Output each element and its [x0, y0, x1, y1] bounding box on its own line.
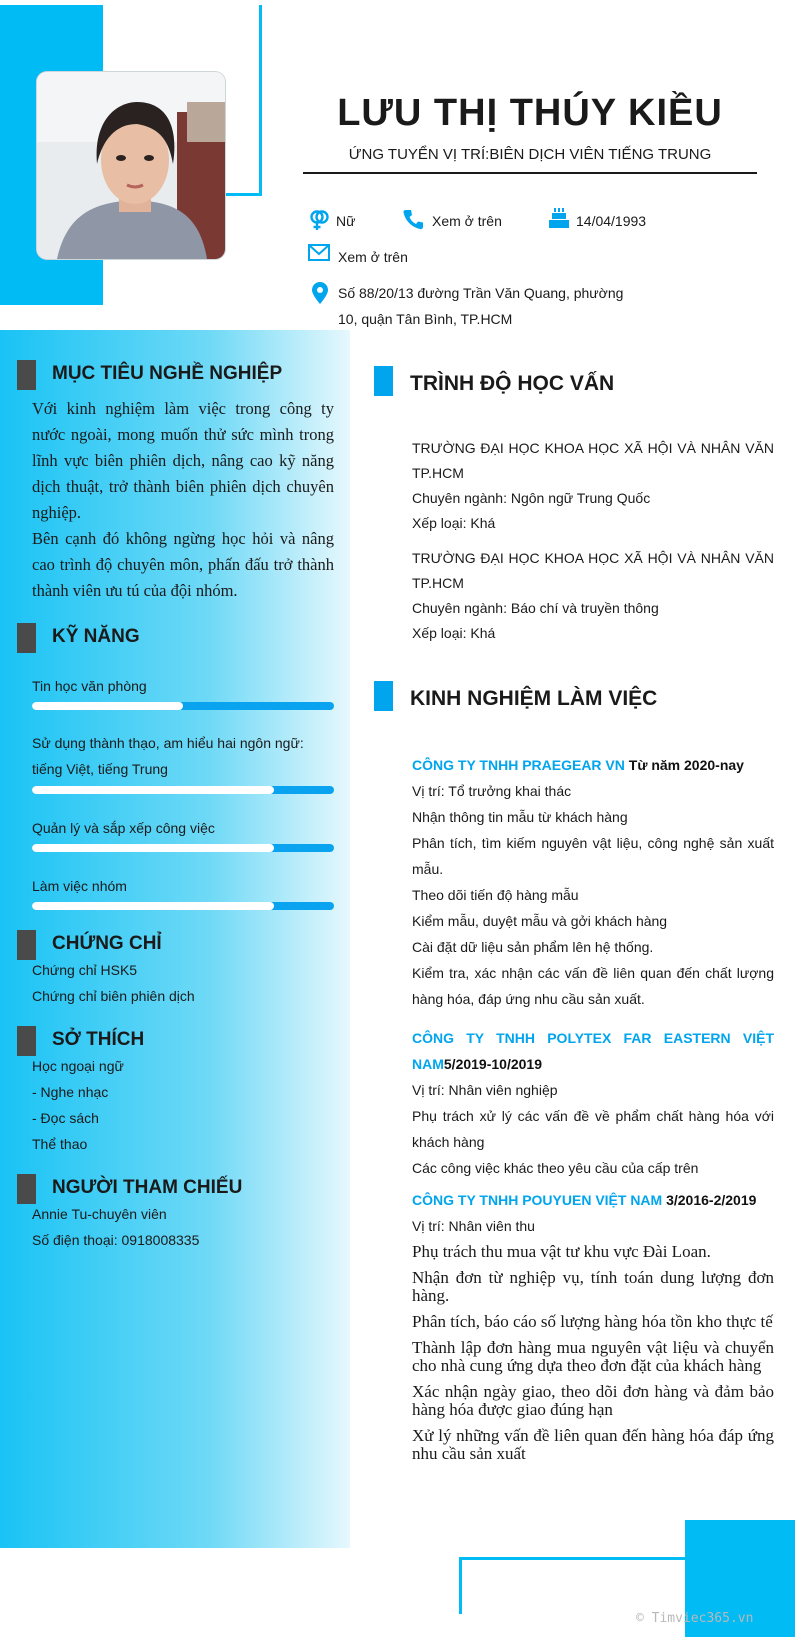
section-marker: [17, 623, 36, 653]
company-name: CÔNG TY TNHH PRAEGEAR VN: [412, 757, 625, 773]
section-marker: [374, 366, 393, 396]
skill-level-bar: [32, 786, 334, 794]
job-duty: Nhận đơn từ nghiệp vụ, tính toán dung lượng đơn hàng.: [412, 1268, 774, 1305]
hobby-item: - Nghe nhạc: [32, 1084, 109, 1100]
job-duty: Phân tích, báo cáo số lượng hàng hóa tồn kho thực tế: [412, 1312, 773, 1331]
section-marker: [17, 1026, 36, 1056]
major: Chuyên ngành: Báo chí và truyền thông: [412, 600, 659, 616]
decor-frame-line: [459, 1557, 462, 1614]
decor-frame-line: [259, 5, 262, 196]
school-name: TRƯỜNG ĐẠI HỌC KHOA HỌC XÃ HỘI VÀ NHÂN VĂN TP.HCM: [412, 550, 774, 591]
certificate-item: Chứng chỉ HSK5: [32, 962, 138, 978]
section-title-education: TRÌNH ĐỘ HỌC VẤN: [410, 372, 615, 395]
skill-label: Làm việc nhóm: [32, 878, 127, 894]
education-entry: [412, 436, 774, 536]
job-entry: [412, 1187, 774, 1471]
job-duty: Xác nhận ngày giao, theo dõi đơn hàng và đảm bảo hàng hóa được giao đúng hạn: [412, 1382, 774, 1419]
gender-value: Nữ: [336, 213, 356, 229]
phone-icon: [402, 208, 424, 230]
job-duty: Theo dõi tiến độ hàng mẫu: [412, 887, 579, 903]
section-title-references: NGƯỜI THAM CHIẾU: [52, 1177, 243, 1198]
career-objective: [32, 396, 334, 604]
decor-frame-line: [222, 193, 262, 196]
section-title-certificates: CHỨNG CHỈ: [52, 933, 162, 954]
birthday-value: 14/04/1993: [576, 213, 647, 229]
job-duty: Thành lập đơn hàng mua nguyên vật liệu và chuyển cho nhà cung ứng dựa theo đơn đặt của khách hàng: [412, 1338, 774, 1375]
skill-level-bar: [32, 844, 334, 852]
hobby-item: Thể thao: [32, 1136, 88, 1152]
job-dates: 5/2019-10/2019: [443, 1056, 542, 1072]
watermark: © Timviec365.vn: [636, 1611, 754, 1626]
section-title-hobbies: SỞ THÍCH: [52, 1029, 145, 1050]
section-title-objective: MỤC TIÊU NGHỀ NGHIỆP: [52, 363, 283, 384]
phone-value: Xem ở trên: [432, 213, 502, 229]
reference-item: Annie Tu-chuyên viên: [32, 1206, 167, 1222]
section-marker: [17, 930, 36, 960]
job-duty: Phụ trách xử lý các vấn đề về phẩm chất hàng hóa với khách hàng: [412, 1108, 774, 1150]
divider: [303, 172, 757, 174]
job-duty: Phân tích, tìm kiếm nguyên vật liệu, công nghệ sản xuất mẫu.: [412, 835, 774, 877]
address-line: Số 88/20/13 đường Trần Văn Quang, phường: [338, 285, 624, 301]
education-entry: [412, 546, 774, 646]
job-role: Vị trí: Tổ trưởng khai thác: [412, 783, 572, 799]
objective-paragraph: Với kinh nghiệm làm việc trong công ty nước ngoài, mong muốn thử sức mình trong lĩnh vực biên phiên dịch, nâng cao kỹ năng dịch thuật, trở thành biên phiên dịch chuyên nghiệp.: [32, 399, 334, 522]
skill-level-fill: [32, 702, 183, 710]
job-position: ỨNG TUYỂN VỊ TRÍ:BIÊN DỊCH VIÊN TIẾNG TRUNG: [348, 146, 712, 163]
skill-label: Quản lý và sắp xếp công việc: [32, 820, 215, 836]
profile-photo: [37, 72, 225, 259]
reference-item: Số điện thoại: 0918008335: [32, 1232, 200, 1248]
birthday-cake-icon: [548, 207, 570, 229]
skill-level-bar: [32, 702, 334, 710]
school-name: TRƯỜNG ĐẠI HỌC KHOA HỌC XÃ HỘI VÀ NHÂN VĂN TP.HCM: [412, 440, 774, 481]
objective-paragraph: Bên cạnh đó không ngừng học hỏi và nâng cao trình độ chuyên môn, phấn đấu trở thành thành viên ưu tú của đội nhóm.: [32, 529, 334, 600]
company-name: CÔNG TY TNHH POUYUEN VIỆT NAM: [412, 1192, 663, 1208]
email-value: Xem ở trên: [338, 249, 408, 265]
job-entry: [412, 1025, 774, 1181]
decor-frame-line: [459, 1557, 689, 1560]
job-duty: Nhận thông tin mẫu từ khách hàng: [412, 809, 628, 825]
hobby-item: - Đọc sách: [32, 1110, 99, 1126]
job-duty: Xử lý những vấn đề liên quan đến hàng hóa đáp ứng nhu cầu sản xuất: [412, 1426, 774, 1463]
company-name: CÔNG TY TNHH POLYTEX FAR EASTERN VIỆT NAM: [412, 1030, 774, 1072]
skill-level-fill: [32, 902, 274, 910]
section-marker: [374, 681, 393, 711]
skill-level-fill: [32, 844, 274, 852]
skill-label: Sử dụng thành thạo, am hiểu hai ngôn ngữ: tiếng Việt, tiếng Trung: [32, 735, 304, 777]
section-title-skills: KỸ NĂNG: [52, 626, 140, 647]
job-entry: [412, 752, 774, 1012]
skill-label: Tin học văn phòng: [32, 678, 147, 694]
grade: Xếp loại: Khá: [412, 625, 496, 641]
candidate-name: LƯU THỊ THÚY KIỀU: [337, 92, 723, 134]
job-dates: 3/2016-2/2019: [662, 1192, 757, 1208]
skill-level-bar: [32, 902, 334, 910]
hobby-item: Học ngoại ngữ: [32, 1058, 124, 1074]
major: Chuyên ngành: Ngôn ngữ Trung Quốc: [412, 490, 651, 506]
certificate-item: Chứng chỉ biên phiên dịch: [32, 988, 195, 1004]
section-marker: [17, 1174, 36, 1204]
job-duty: Kiểm tra, xác nhận các vấn đề liên quan đến chất lượng hàng hóa, đáp ứng nhu cầu sản xuất.: [412, 965, 774, 1007]
address-line: 10, quận Tân Bình, TP.HCM: [338, 311, 513, 327]
job-duty: Kiểm mẫu, duyệt mẫu và gởi khách hàng: [412, 913, 668, 929]
section-title-experience: KINH NGHIỆM LÀM VIỆC: [410, 687, 658, 710]
job-duty: Các công việc khác theo yêu cầu của cấp trên: [412, 1160, 699, 1176]
gender-icon: [308, 209, 330, 231]
skill-level-fill: [32, 786, 274, 794]
location-pin-icon: [312, 282, 328, 304]
email-icon: [308, 244, 330, 262]
job-duty: Phụ trách thu mua vật tư khu vực Đài Loan.: [412, 1242, 711, 1261]
job-role: Vị trí: Nhân viên thu: [412, 1218, 535, 1234]
job-role: Vị trí: Nhân viên nghiệp: [412, 1082, 558, 1098]
job-duty: Cài đặt dữ liệu sản phẩm lên hệ thống.: [412, 939, 654, 955]
job-dates: Từ năm 2020-nay: [624, 757, 744, 773]
grade: Xếp loại: Khá: [412, 515, 496, 531]
section-marker: [17, 360, 36, 390]
